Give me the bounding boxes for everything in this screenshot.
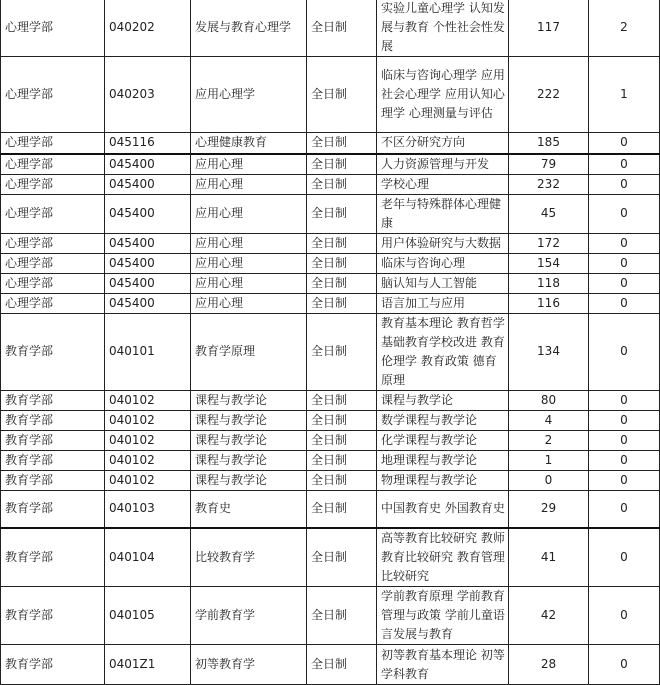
extra-count-cell: 0: [589, 587, 660, 645]
enrollment-count-cell: 172: [509, 233, 589, 253]
extra-count-cell: 1: [589, 57, 660, 133]
enrollment-count-cell: 154: [509, 253, 589, 273]
major-name-cell: 课程与教学论: [191, 470, 307, 490]
extra-count-cell: 0: [589, 490, 660, 528]
major-name-cell: 应用心理: [191, 154, 307, 175]
department-cell: 教育学部: [1, 410, 105, 430]
study-mode-cell: 全日制: [307, 273, 377, 293]
enrollment-count-cell: 41: [509, 528, 589, 587]
major-code-cell: 045400: [105, 293, 191, 313]
table-row: [1, 253, 660, 273]
extra-count-cell: 0: [589, 273, 660, 293]
enrollment-count-cell: 134: [509, 313, 589, 390]
study-mode-cell: 全日制: [307, 57, 377, 133]
major-code-cell: 040103: [105, 490, 191, 528]
enrollment-count-cell: 222: [509, 57, 589, 133]
enrollment-count-cell: 1: [509, 450, 589, 470]
major-code-cell: 045400: [105, 233, 191, 253]
research-direction-cell: 初等教育基本理论 初等学科教育: [377, 645, 509, 685]
research-direction-cell: 用户体验研究与大数据: [377, 233, 509, 253]
research-direction-cell: 教育基本理论 教育哲学 基础教育学校改进 教育伦理学 教育政策 德育原理: [377, 313, 509, 390]
study-mode-cell: 全日制: [307, 390, 377, 410]
major-name-cell: 课程与教学论: [191, 410, 307, 430]
major-code-cell: 045116: [105, 133, 191, 154]
major-code-cell: 045400: [105, 273, 191, 293]
major-name-cell: 应用心理: [191, 253, 307, 273]
research-direction-cell: 不区分研究方向: [377, 133, 509, 154]
enrollment-count-cell: 2: [509, 430, 589, 450]
research-direction-cell: 学校心理: [377, 174, 509, 194]
major-code-cell: 045400: [105, 253, 191, 273]
major-code-cell: 045400: [105, 174, 191, 194]
major-code-cell: 040102: [105, 430, 191, 450]
major-code-cell: 040203: [105, 57, 191, 133]
major-name-cell: 应用心理: [191, 174, 307, 194]
extra-count-cell: 0: [589, 233, 660, 253]
table-row: [1, 174, 660, 194]
extra-count-cell: 0: [589, 450, 660, 470]
table-row: [1, 57, 660, 133]
department-cell: 教育学部: [1, 645, 105, 685]
table-row: [1, 233, 660, 253]
research-direction-cell: 课程与教学论: [377, 390, 509, 410]
department-cell: 教育学部: [1, 390, 105, 410]
major-code-cell: 040102: [105, 410, 191, 430]
study-mode-cell: 全日制: [307, 0, 377, 57]
department-cell: 心理学部: [1, 133, 105, 154]
research-direction-cell: 高等教育比较研究 教师教育比较研究 教育管理比较研究: [377, 528, 509, 587]
extra-count-cell: 0: [589, 154, 660, 175]
department-cell: 教育学部: [1, 450, 105, 470]
major-name-cell: 应用心理: [191, 233, 307, 253]
major-code-cell: 045400: [105, 194, 191, 233]
department-cell: 心理学部: [1, 57, 105, 133]
extra-count-cell: 0: [589, 293, 660, 313]
department-cell: 心理学部: [1, 0, 105, 57]
enrollment-count-cell: 116: [509, 293, 589, 313]
major-code-cell: 040104: [105, 528, 191, 587]
table-row: [1, 450, 660, 470]
study-mode-cell: 全日制: [307, 313, 377, 390]
extra-count-cell: 0: [589, 194, 660, 233]
major-name-cell: 课程与教学论: [191, 450, 307, 470]
department-cell: 教育学部: [1, 470, 105, 490]
major-name-cell: 课程与教学论: [191, 390, 307, 410]
table-row: [1, 528, 660, 587]
study-mode-cell: 全日制: [307, 410, 377, 430]
department-cell: 心理学部: [1, 174, 105, 194]
research-direction-cell: 临床与咨询心理: [377, 253, 509, 273]
major-code-cell: 040202: [105, 0, 191, 57]
study-mode-cell: 全日制: [307, 174, 377, 194]
enrollment-count-cell: 28: [509, 645, 589, 685]
department-cell: 心理学部: [1, 273, 105, 293]
department-cell: 心理学部: [1, 194, 105, 233]
department-cell: 心理学部: [1, 253, 105, 273]
extra-count-cell: 0: [589, 313, 660, 390]
table-row: [1, 645, 660, 685]
enrollment-count-cell: 232: [509, 174, 589, 194]
table-row: [1, 0, 660, 57]
major-code-cell: 040102: [105, 450, 191, 470]
major-code-cell: 040102: [105, 390, 191, 410]
extra-count-cell: 0: [589, 645, 660, 685]
enrollment-count-cell: 42: [509, 587, 589, 645]
enrollment-count-cell: 80: [509, 390, 589, 410]
research-direction-cell: 老年与特殊群体心理健康: [377, 194, 509, 233]
major-name-cell: 学前教育学: [191, 587, 307, 645]
major-name-cell: 应用心理学: [191, 57, 307, 133]
enrollment-count-cell: 117: [509, 0, 589, 57]
table-body: [1, 0, 660, 685]
research-direction-cell: 脑认知与人工智能: [377, 273, 509, 293]
table-row: [1, 133, 660, 154]
extra-count-cell: 0: [589, 390, 660, 410]
extra-count-cell: 2: [589, 0, 660, 57]
enrollment-count-cell: 79: [509, 154, 589, 175]
table-row: [1, 470, 660, 490]
table-row: [1, 313, 660, 390]
extra-count-cell: 0: [589, 470, 660, 490]
study-mode-cell: 全日制: [307, 450, 377, 470]
study-mode-cell: 全日制: [307, 490, 377, 528]
study-mode-cell: 全日制: [307, 133, 377, 154]
extra-count-cell: 0: [589, 410, 660, 430]
table-row: [1, 430, 660, 450]
extra-count-cell: 0: [589, 430, 660, 450]
extra-count-cell: 0: [589, 253, 660, 273]
department-cell: 教育学部: [1, 430, 105, 450]
study-mode-cell: 全日制: [307, 293, 377, 313]
research-direction-cell: 语言加工与应用: [377, 293, 509, 313]
enrollment-count-cell: 185: [509, 133, 589, 154]
table-row: [1, 390, 660, 410]
major-code-cell: 040102: [105, 470, 191, 490]
department-cell: 教育学部: [1, 587, 105, 645]
major-code-cell: 0401Z1: [105, 645, 191, 685]
table-row: [1, 410, 660, 430]
major-name-cell: 课程与教学论: [191, 430, 307, 450]
major-name-cell: 心理健康教育: [191, 133, 307, 154]
research-direction-cell: 临床与咨询心理学 应用社会心理学 应用认知心理学 心理测量与评估: [377, 57, 509, 133]
major-name-cell: 应用心理: [191, 293, 307, 313]
extra-count-cell: 0: [589, 528, 660, 587]
table-row: [1, 293, 660, 313]
table-row: [1, 154, 660, 175]
department-cell: 心理学部: [1, 293, 105, 313]
research-direction-cell: 学前教育原理 学前教育管理与政策 学前儿童语言发展与教育: [377, 587, 509, 645]
major-code-cell: 040105: [105, 587, 191, 645]
department-cell: 教育学部: [1, 528, 105, 587]
extra-count-cell: 0: [589, 174, 660, 194]
enrollment-count-cell: 4: [509, 410, 589, 430]
research-direction-cell: 人力资源管理与开发: [377, 154, 509, 175]
study-mode-cell: 全日制: [307, 470, 377, 490]
study-mode-cell: 全日制: [307, 233, 377, 253]
department-cell: 心理学部: [1, 154, 105, 175]
research-direction-cell: 实验儿童心理学 认知发展与教育 个性社会性发展: [377, 0, 509, 57]
research-direction-cell: 数学课程与教学论: [377, 410, 509, 430]
department-cell: 教育学部: [1, 313, 105, 390]
table-row: [1, 490, 660, 528]
department-cell: 教育学部: [1, 490, 105, 528]
major-code-cell: 045400: [105, 154, 191, 175]
major-name-cell: 发展与教育心理学: [191, 0, 307, 57]
research-direction-cell: 化学课程与教学论: [377, 430, 509, 450]
major-code-cell: 040101: [105, 313, 191, 390]
study-mode-cell: 全日制: [307, 253, 377, 273]
major-name-cell: 应用心理: [191, 273, 307, 293]
research-direction-cell: 物理课程与教学论: [377, 470, 509, 490]
enrollment-count-cell: 29: [509, 490, 589, 528]
study-mode-cell: 全日制: [307, 194, 377, 233]
study-mode-cell: 全日制: [307, 430, 377, 450]
table-row: [1, 273, 660, 293]
research-direction-cell: 地理课程与教学论: [377, 450, 509, 470]
study-mode-cell: 全日制: [307, 528, 377, 587]
study-mode-cell: 全日制: [307, 645, 377, 685]
major-name-cell: 比较教育学: [191, 528, 307, 587]
major-name-cell: 教育史: [191, 490, 307, 528]
study-mode-cell: 全日制: [307, 154, 377, 175]
table-row: [1, 194, 660, 233]
department-cell: 心理学部: [1, 233, 105, 253]
major-name-cell: 应用心理: [191, 194, 307, 233]
enrollment-count-cell: 118: [509, 273, 589, 293]
major-name-cell: 教育学原理: [191, 313, 307, 390]
major-name-cell: 初等教育学: [191, 645, 307, 685]
enrollment-count-cell: 0: [509, 470, 589, 490]
table-row: [1, 587, 660, 645]
research-direction-cell: 中国教育史 外国教育史: [377, 490, 509, 528]
enrollment-count-cell: 45: [509, 194, 589, 233]
extra-count-cell: 0: [589, 133, 660, 154]
study-mode-cell: 全日制: [307, 587, 377, 645]
